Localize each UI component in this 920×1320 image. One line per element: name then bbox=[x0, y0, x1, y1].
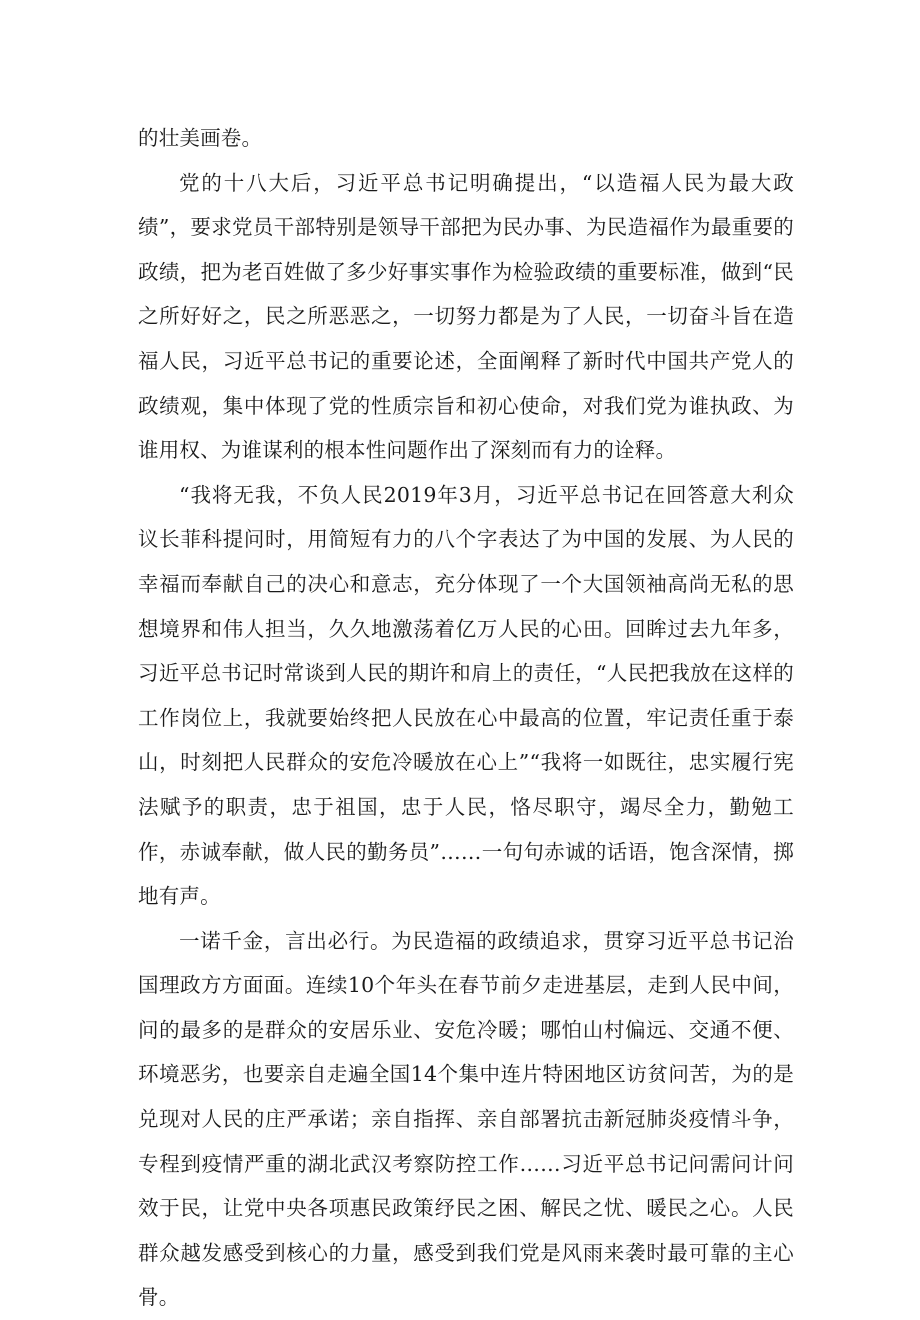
paragraph-political-achievement-view: 党的十八大后，习近平总书记明确提出，“以造福人民为最大政绩”，要求党员干部特别是领导干部把为民办事、为民造福作为最重要的政绩，把为老百姓做了多少好事实事作为检验政绩的重要标准，做到“民之所好好之，民之所恶恶之，一切努力都是为了人民，一切奋斗旨在造福人民，习近平总书记的重要论述，全面阐释了新时代中国共产党人的政绩观，集中体现了党的性质宗旨和初心使命，对我们党为谁执政、为谁用权、为谁谋利的根本性问题作出了深刻而有力的诠释。 bbox=[138, 170, 794, 463]
paragraph-continuation: 的壮美画卷。 bbox=[138, 126, 263, 150]
paragraph-i-will-be-selfless: “我将无我，不负人民2019年3月，习近平总书记在回答意大利众议长菲科提问时，用简短有力的八个字表达了为中国的发展、为人民的幸福而奉献自己的决心和意志，充分体现了一个大国领袖高尚无私的思想境界和伟人担当，久久地激荡着亿万人民的心田。回眸过去九年多，习近平总书记时常谈到人民的期许和肩上的责任，“人民把我放在这样的工作岗位上，我就要始终把人民放在心中最高的位置，牢记责任重于泰山，时刻把人民群众的安危冷暖放在心上”“我将一如既往，忠实履行宪法赋予的职责，忠于祖国，忠于人民，恪尽职守，竭尽全力，勤勉工作，赤诚奉献，做人民的勤务员”……一句句赤诚的话语，饱含深情，掷地有声。 bbox=[138, 482, 794, 909]
paragraph-promise-kept: 一诺千金，言出必行。为民造福的政绩追求，贯穿习近平总书记治国理政方方面面。连续10个年头在春节前夕走进基层，走到人民中间，问的最多的是群众的安居乐业、安危冷暖；哪怕山村偏远、交通不便、环境恶劣，也要亲自走遍全国14个集中连片特困地区访贫问苦，为的是兑现对人民的庄严承诺；亲自指挥、亲自部署抗击新冠肺炎疫情斗争，专程到疫情严重的湖北武汉考察防控工作……习近平总书记问需问计问效于民，让党中央各项惠民政策纾民之困、解民之忧、暖民之心。人民群众越发感受到核心的力量，感受到我们党是风雨来袭时最可靠的主心骨。 bbox=[138, 928, 794, 1310]
body-text bbox=[138, 116, 794, 1320]
